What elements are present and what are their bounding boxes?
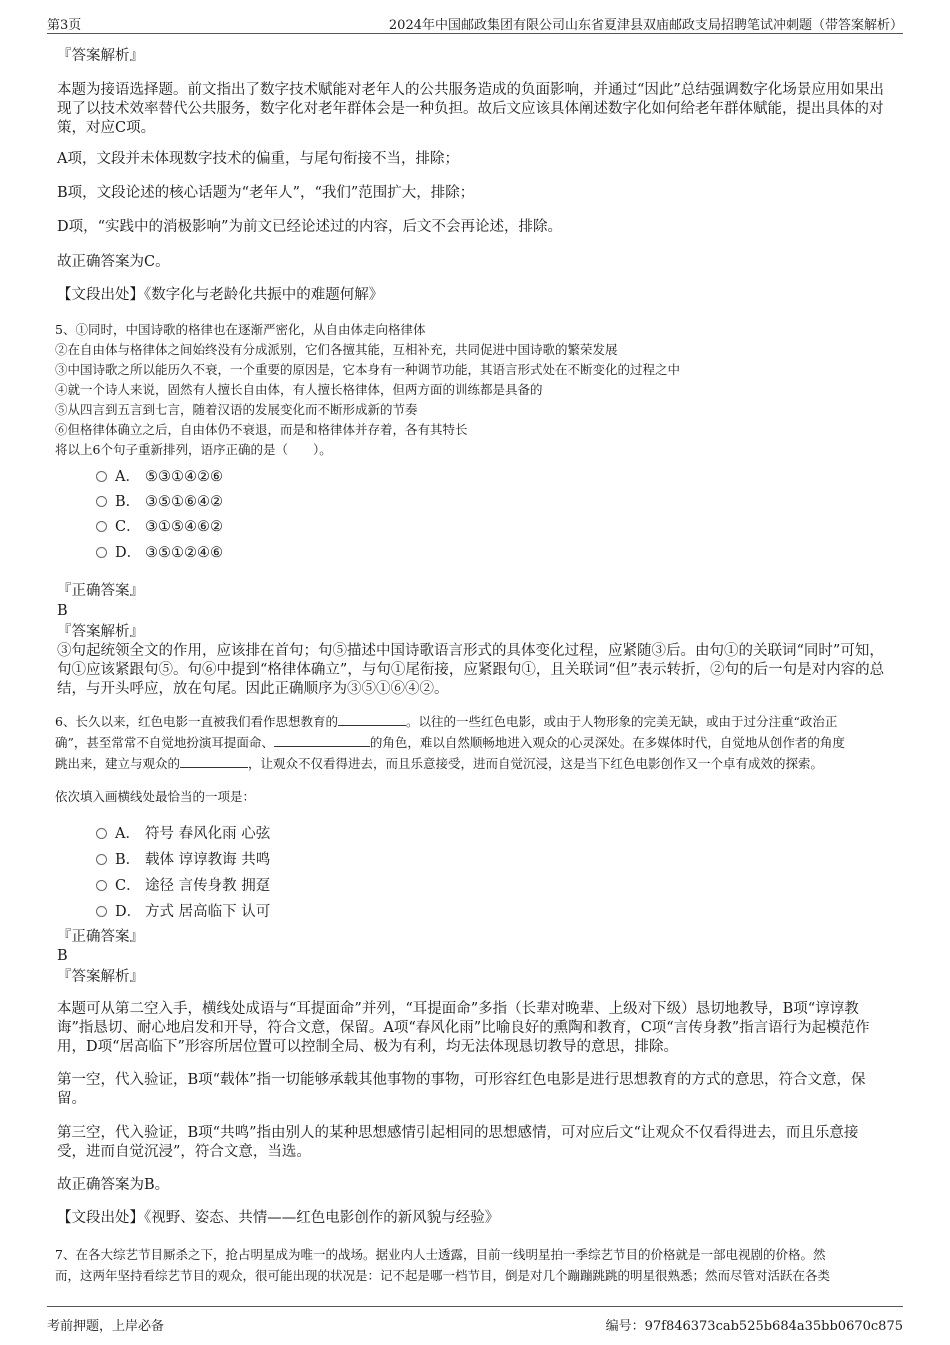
option-letter: B． <box>115 852 141 868</box>
q6-option-a[interactable] <box>96 822 270 842</box>
q6-stem <box>55 711 900 774</box>
q6-stem-line: 6、长久以来，红色电影一直被我们看作思想教育的 。以往的一些红色电影，或由于人物形象的完美无缺，或由于过分注重“政治正 <box>55 714 838 729</box>
q7-line: 而，这两年坚持看综艺节目的观众，很可能出现的状况是：记不起是哪一档节目，倒是对几个蹦蹦跳跳的明星很熟悉；然而尽管对活跃在各类 <box>55 1268 831 1283</box>
option-letter: C． <box>115 878 141 894</box>
q6-conclusion: 故正确答案为B。 <box>57 1177 170 1193</box>
q6-stem-line: 确”，甚至常常不自觉地扮演耳提面命、 的角色，难以自然顺畅地进入观众的心灵深处。在多媒体时代，自觉地从创作者的角度 <box>55 735 845 750</box>
q5-analysis-label: 『答案解析』 <box>57 624 144 640</box>
radio-icon[interactable] <box>96 828 107 839</box>
q4-analysis-para3: B项，文段论述的核心话题为“老年人”，“我们”范围扩大，排除； <box>57 185 475 201</box>
q5-line: ②在自由体与格律体之间始终没有分成派别，它们各擅其能，互相补充，共同促进中国诗歌的繁荣发展 <box>55 342 618 357</box>
q6-analysis-para3: 第三空，代入验证，B项“共鸣”指由别人的某种思想感情引起相同的思想感情，可对应后文“让观众不仅看得进去，而且乐意接受，进而自觉沉浸”，符合文意，当选。 <box>57 1125 859 1160</box>
option-text: ③⑤①②④⑥ <box>145 545 223 561</box>
q6-analysis-para1: 本题可从第二空入手，横线处成语与“耳提面命”并列，“耳提面命”多指（长辈对晚辈、上级对下级）恳切地教导，B项“谆谆教诲”指恳切、耐心地启发和开导，符合文意，保留。A项“春风化雨”比喻良好的熏陶和教育，C项“言传身教”指言语行为起模范作用，D项“居高临下”形容所居位置可以控制全局、极为有利，均无法体现恳切教导的意思，排除。 <box>57 1001 870 1055</box>
q6-analysis-label: 『答案解析』 <box>57 969 144 985</box>
option-text: 途径 言传身教 拥趸 <box>145 878 271 894</box>
q6-stem-line: 跳出来，建立与观众的 ，让观众不仅看得进去，而且乐意接受，进而自觉沉浸，这是当下红色电影创作又一个卓有成效的探索。 <box>55 756 824 771</box>
page-footer <box>47 1306 903 1334</box>
q5-line: ⑥但格律体确立之后，自由体仍不衰退，而是和格律体并存着，各有其特长 <box>55 422 468 437</box>
q4-analysis-para4: D项，“实践中的消极影响”为前文已经论述过的内容，后文不会再论述，排除。 <box>57 219 562 235</box>
radio-icon[interactable] <box>96 547 107 558</box>
q4-analysis-para1: 本题为接语选择题。前文指出了数字技术赋能对老年人的公共服务造成的负面影响，并通过“因此”总结强调数字化场景应用如果出现了以技术效率替代公共服务，数字化对老年群体会是一种负担。故后文应该具体阐述数字化如何给老年群体赋能，提出具体的对策，对应C项。 <box>57 82 884 136</box>
page-number: 第3页 <box>47 18 82 33</box>
q5-line: ④就一个诗人来说，固然有人擅长自由体，有人擅长格律体，但两方面的训练都是具备的 <box>55 382 543 397</box>
q6-source: 【文段出处】《视野、姿态、共情——红色电影创作的新风貌与经验》 <box>57 1210 500 1226</box>
q6-answer: B <box>57 948 68 964</box>
q5-line: 5、①同时，中国诗歌的格律也在逐渐严密化，从自由体走向格律体 <box>55 322 426 337</box>
blank-2[interactable] <box>274 734 370 747</box>
radio-icon[interactable] <box>96 906 107 917</box>
option-letter: A． <box>115 469 140 485</box>
q5-line: ⑤从四言到五言到七言，随着汉语的发展变化而不断形成新的节奏 <box>55 402 418 417</box>
q6-option-c[interactable] <box>96 874 270 894</box>
option-text: 符号 春风化雨 心弦 <box>145 826 271 842</box>
q6-option-b[interactable] <box>96 848 270 868</box>
q5-option-c[interactable] <box>96 515 223 535</box>
option-text: 方式 居高临下 认可 <box>145 904 271 920</box>
q5-option-b[interactable] <box>96 490 223 510</box>
option-letter: C． <box>115 519 141 535</box>
q6-option-d[interactable] <box>96 900 270 920</box>
option-letter: D． <box>115 545 142 561</box>
document-id: 编号：97f846373cab525b684a35bb0670c875 <box>605 1319 903 1334</box>
footer-slogan: 考前押题，上岸必备 <box>47 1319 165 1334</box>
q5-analysis: ③句起统领全文的作用，应该排在首句；句⑤描述中国诗歌语言形式的具体变化过程，应紧随③后。由句①的关联词“同时”可知，句①应该紧跟句⑤。句⑥中提到“格律体确立”，与句①尾衔接，应紧跟句①，且关联词“但”表示转折，②句的后一句是对内容的总结，与开头呼应，放在句尾。因此正确顺序为③⑤①⑥④②。 <box>57 643 885 697</box>
option-text: 载体 谆谆教诲 共鸣 <box>145 852 271 868</box>
q5-option-d[interactable] <box>96 541 223 561</box>
page-header <box>47 13 903 34</box>
q7-stem <box>55 1244 900 1286</box>
option-letter: A． <box>115 826 140 842</box>
q7-line: 7、在各大综艺节目厮杀之下，抢占明星成为唯一的战场。据业内人士透露，目前一线明星拍一季综艺节目的价格就是一部电视剧的价格。然 <box>55 1247 826 1262</box>
radio-icon[interactable] <box>96 854 107 865</box>
q5-answer: B <box>57 603 68 619</box>
q5-line: ③中国诗歌之所以能历久不衰，一个重要的原因是，它本身有一种调节功能，其语言形式处在不断变化的过程之中 <box>55 362 681 377</box>
option-letter: B． <box>115 494 141 510</box>
radio-icon[interactable] <box>96 496 107 507</box>
q4-analysis-label: 『答案解析』 <box>57 48 144 64</box>
q4-analysis-para2: A项，文段并未体现数字技术的偏重，与尾句衔接不当，排除； <box>57 151 459 167</box>
q5-answer-label: 『正确答案』 <box>57 583 144 599</box>
q6-prompt: 依次填入画横线处最恰当的一项是： <box>55 789 256 804</box>
radio-icon[interactable] <box>96 880 107 891</box>
option-text: ⑤③①④②⑥ <box>145 469 223 485</box>
q5-line: 将以上6个句子重新排列，语序正确的是（ ）。 <box>55 442 332 457</box>
q4-conclusion: 故正确答案为C。 <box>57 254 170 270</box>
q5-stem <box>55 320 900 460</box>
blank-1[interactable] <box>338 713 406 726</box>
option-text: ③⑤①⑥④② <box>145 494 223 510</box>
option-text: ③①⑤④⑥② <box>145 519 223 535</box>
q6-analysis-para2: 第一空，代入验证，B项“载体”指一切能够承载其他事物的事物，可形容红色电影是进行思想教育的方式的意思，符合文意，保留。 <box>57 1072 866 1107</box>
blank-3[interactable] <box>180 755 248 768</box>
q5-option-a[interactable] <box>96 465 223 485</box>
q6-answer-label: 『正确答案』 <box>57 929 144 945</box>
document-title: 2024年中国邮政集团有限公司山东省夏津县双庙邮政支局招聘笔试冲刺题（带答案解析） <box>388 18 903 33</box>
radio-icon[interactable] <box>96 471 107 482</box>
q4-source: 【文段出处】《数字化与老龄化共振中的难题何解》 <box>57 287 384 303</box>
radio-icon[interactable] <box>96 521 107 532</box>
option-letter: D． <box>115 904 142 920</box>
